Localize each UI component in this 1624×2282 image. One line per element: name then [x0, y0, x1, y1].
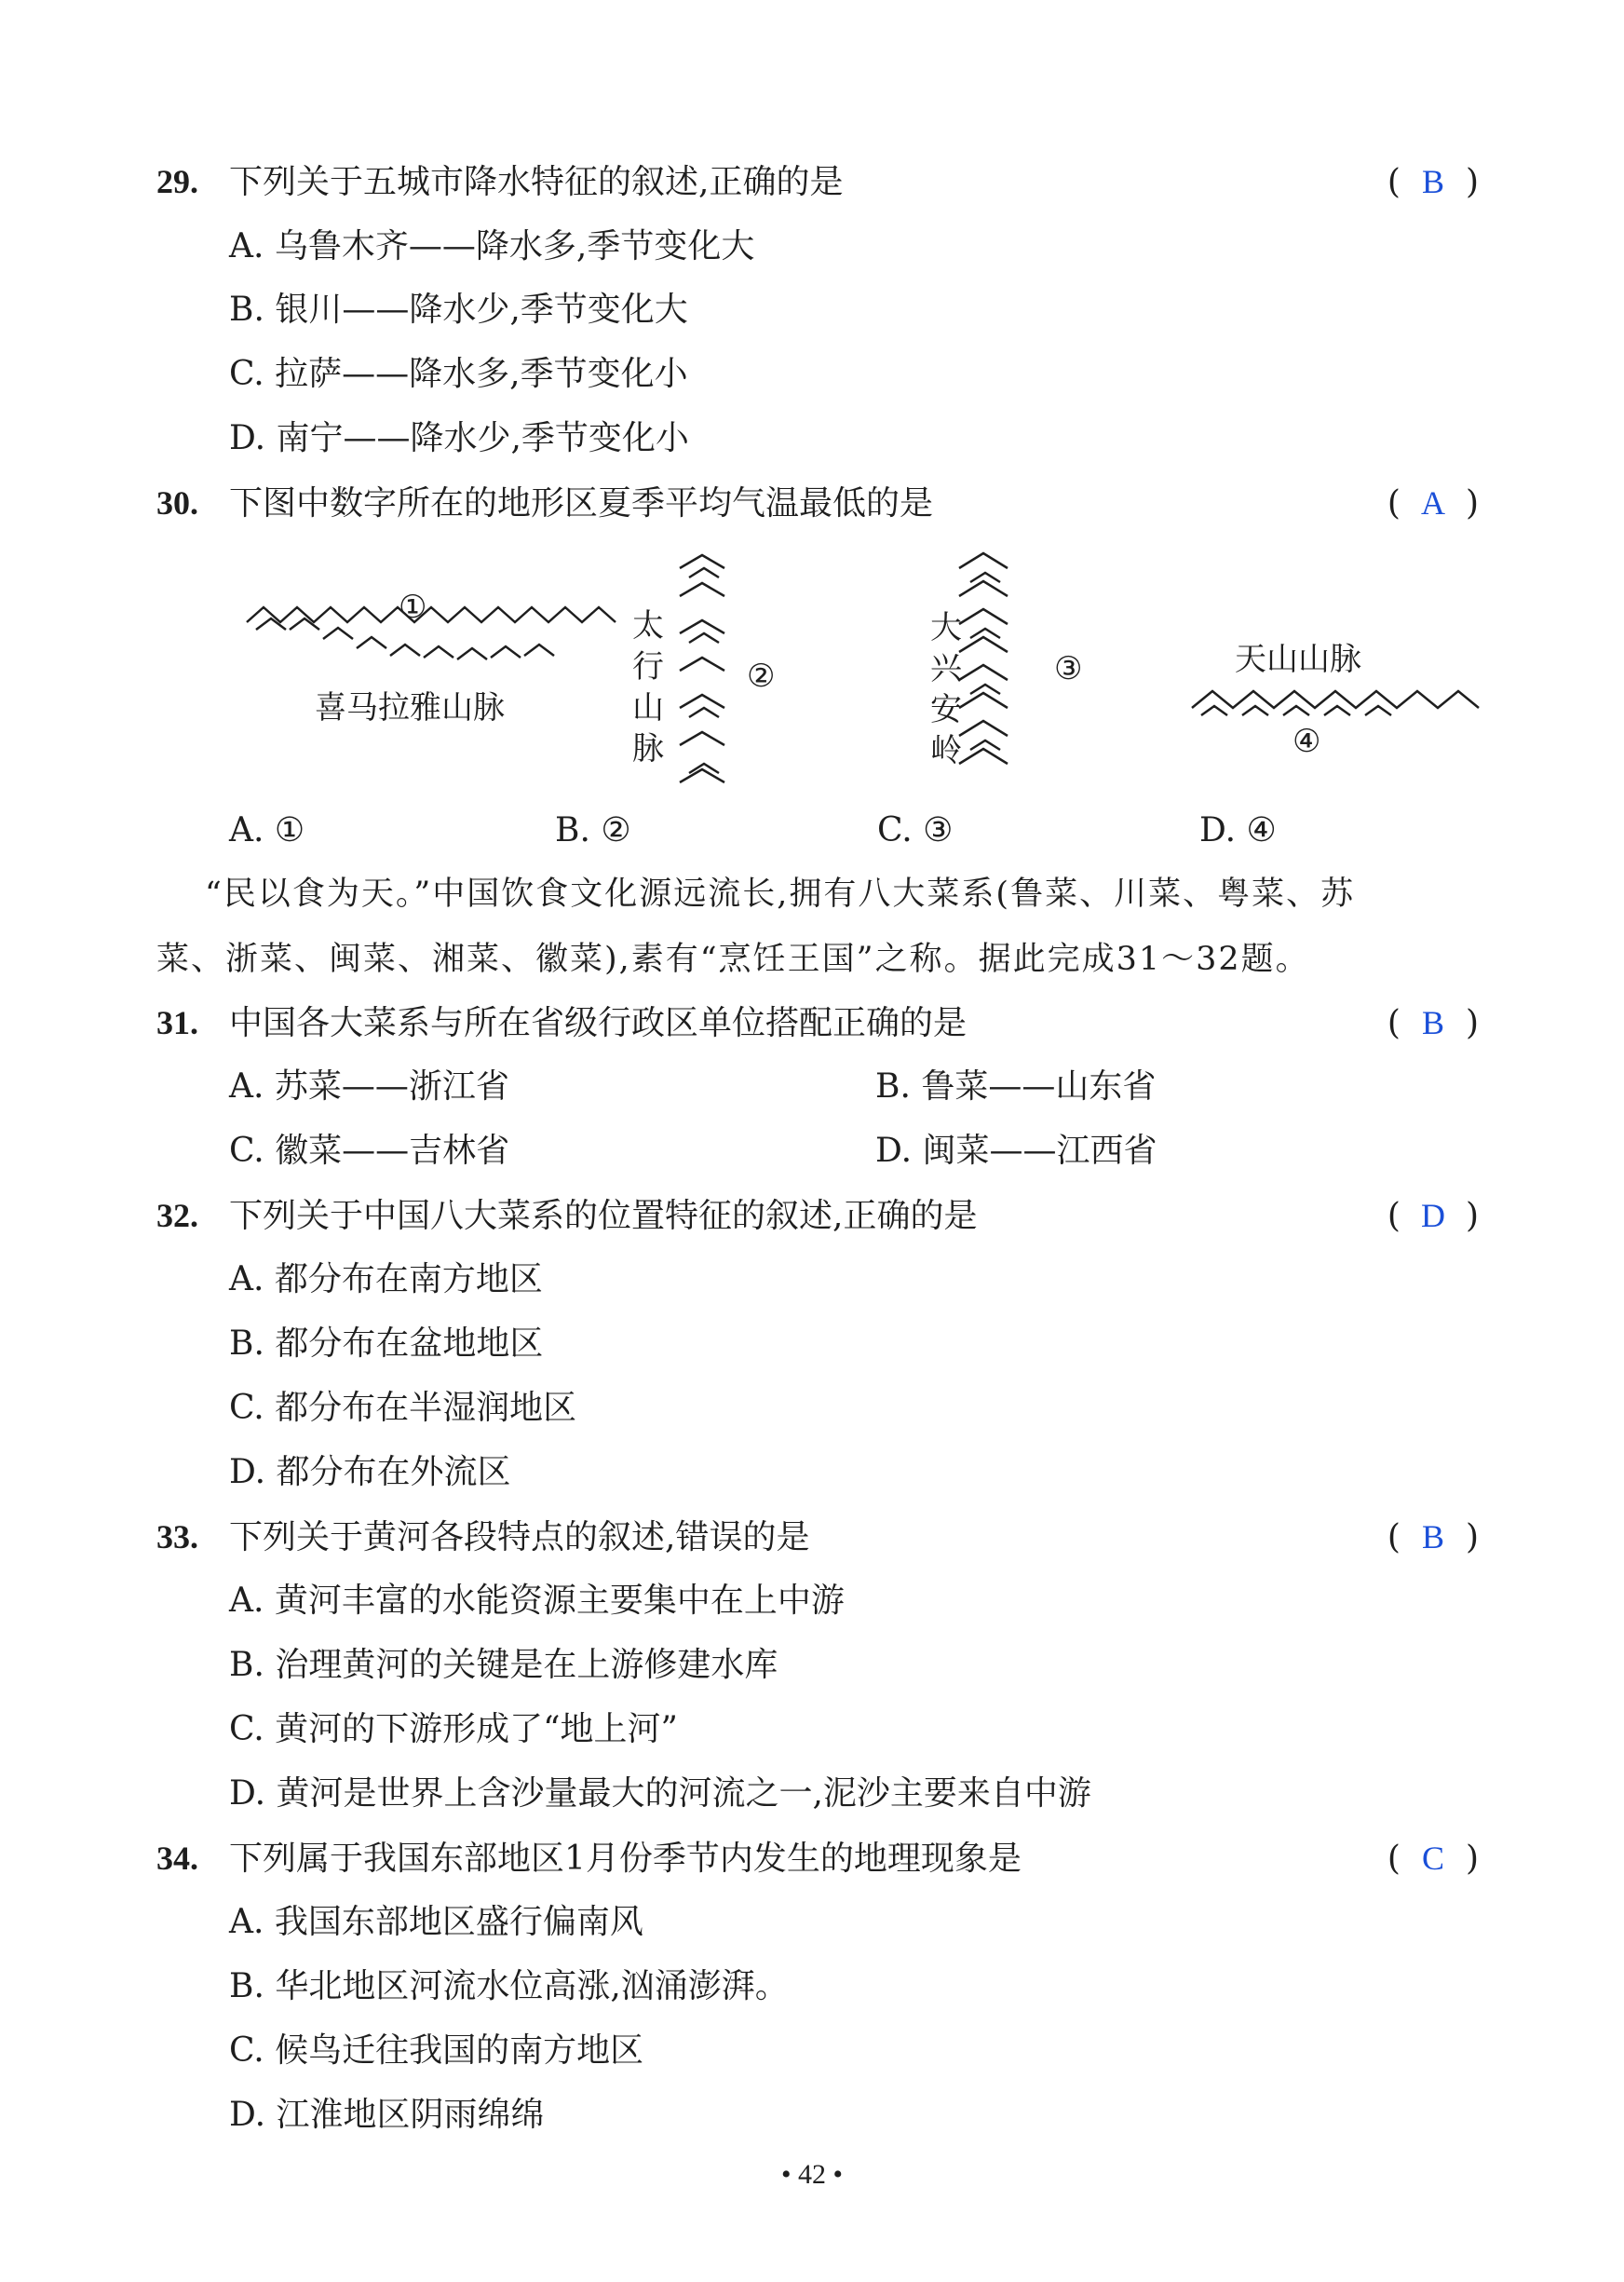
question-stem: 下列属于我国东部地区1月份季节内发生的地理现象是: [229, 1840, 1022, 1878]
answer-letter: B: [1421, 1518, 1444, 1555]
answer-letter: C: [1421, 1840, 1444, 1877]
option-c: C. ③: [877, 811, 954, 849]
answer-box: ( B ): [1387, 158, 1479, 206]
answer-box: ( B ): [1387, 1514, 1479, 1561]
option-b: B. 都分布在盆地地区: [229, 1324, 544, 1363]
option-b: B. 治理黄河的关键是在上游修建水库: [229, 1646, 778, 1684]
question-number: 34.: [156, 1840, 198, 1877]
himalaya-label: 喜马拉雅山脉: [315, 689, 505, 727]
answer-box: ( C ): [1387, 1835, 1479, 1882]
tianshan-label: 天山山脉: [1235, 641, 1361, 678]
question-number: 33.: [156, 1518, 198, 1555]
question-stem: 下列关于中国八大菜系的位置特征的叙述,正确的是: [229, 1197, 978, 1235]
option-d: D. 黄河是世界上含沙量最大的河流之一,泥沙主要来自中游: [229, 1774, 1091, 1813]
option-d: D. 都分布在外流区: [229, 1453, 511, 1491]
option-a: A. ①: [229, 811, 305, 849]
question-stem: 中国各大菜系与所在省级行政区单位搭配正确的是: [229, 1004, 968, 1042]
option-b: B. ②: [555, 811, 631, 849]
question-stem: 下图中数字所在的地形区夏季平均气温最低的是: [229, 484, 934, 523]
option-a: A. 苏菜——浙江省: [229, 1067, 509, 1106]
answer-letter: D: [1420, 1197, 1445, 1234]
question-stem: 下列关于五城市降水特征的叙述,正确的是: [229, 163, 844, 201]
option-c: C. 候鸟迁往我国的南方地区: [229, 2031, 644, 2070]
option-d: D. ④: [1199, 811, 1277, 849]
option-a: A. 都分布在南方地区: [229, 1260, 543, 1298]
question-stem: 下列关于黄河各段特点的叙述,错误的是: [229, 1518, 810, 1556]
marker-1: ①: [399, 589, 427, 626]
answer-box: ( A ): [1387, 480, 1479, 527]
option-b: B. 鲁菜——山东省: [875, 1067, 1157, 1106]
tianshan-range: [1192, 691, 1479, 708]
passage-line-2: 菜、浙菜、闽菜、湘菜、徽菜),素有“烹饪王国”之称。据此完成31～32题。: [156, 941, 1310, 978]
question-34: [156, 1835, 1479, 1881]
question-number: 29.: [156, 163, 198, 200]
question-32: [156, 1192, 1479, 1239]
question-31: [156, 999, 1479, 1046]
taihang-range: [680, 555, 724, 782]
option-d: D. 江淮地区阴雨绵绵: [229, 2096, 545, 2134]
answer-letter: B: [1421, 163, 1444, 200]
marker-2: ②: [747, 658, 776, 695]
option-c: C. 徽菜——吉林省: [229, 1132, 510, 1170]
question-number: 32.: [156, 1197, 198, 1234]
daxinganling-label: 大 兴 安 岭: [930, 609, 962, 769]
option-a: A. 我国东部地区盛行偏南风: [229, 1903, 643, 1941]
option-c: C. 都分布在半湿润地区: [229, 1389, 577, 1427]
option-c: C. 拉萨——降水多,季节变化小: [229, 355, 688, 393]
question-number: 31.: [156, 1004, 198, 1041]
passage-line-1: “民以食为天。”中国饮食文化源远流长,拥有八大菜系(鲁菜、川菜、粤菜、苏: [205, 876, 1356, 913]
option-b: B. 华北地区河流水位高涨,汹涌澎湃。: [229, 1967, 789, 2005]
answer-box: ( B ): [1387, 999, 1479, 1047]
taihang-label: 太 行 山 脉: [632, 607, 664, 767]
option-a: A. 黄河丰富的水能资源主要集中在上中游: [229, 1582, 845, 1620]
option-d: D. 南宁——降水少,季节变化小: [229, 419, 689, 457]
question-33: [156, 1514, 1479, 1560]
option-a: A. 乌鲁木齐——降水多,季节变化大: [229, 227, 755, 265]
option-b: B. 银川——降水少,季节变化大: [229, 291, 688, 329]
answer-box: ( D ): [1387, 1192, 1479, 1240]
answer-letter: A: [1420, 484, 1445, 522]
option-c: C. 黄河的下游形成了“地上河”: [229, 1710, 678, 1748]
marker-3: ③: [1054, 650, 1083, 687]
page-number: • 42 •: [780, 2159, 843, 2190]
answer-letter: B: [1421, 1004, 1444, 1041]
question-number: 30.: [156, 484, 198, 522]
option-d: D. 闽菜——江西省: [875, 1132, 1157, 1170]
daxinganling-range: [959, 553, 1008, 764]
marker-4: ④: [1292, 723, 1321, 760]
